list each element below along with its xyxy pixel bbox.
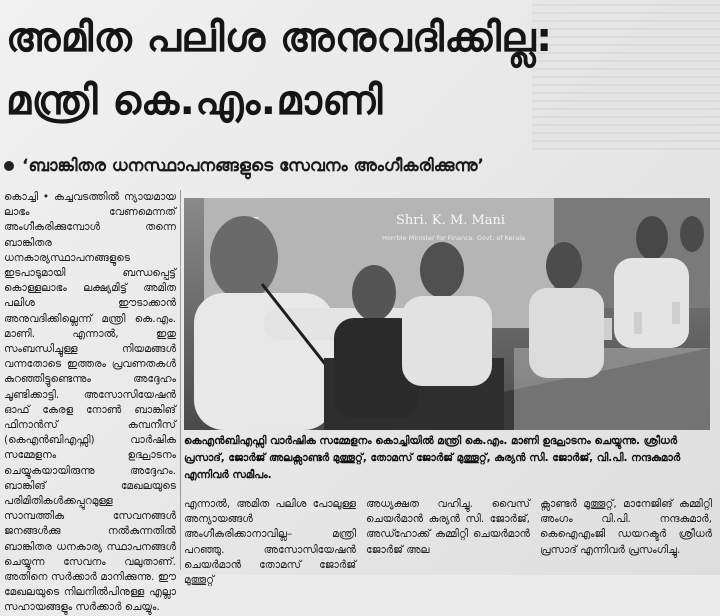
banner-title-text: Hon'ble Minister for Finance, Govt. of Kerala <box>382 234 526 242</box>
bullet-icon <box>4 161 14 171</box>
headline-line-2: മന്ത്രി കെ.എം.മാണി <box>6 78 383 124</box>
photo-caption: കെഎൻബിഎഫ്സി വാർഷിക സമ്മേളനം കൊച്ചിയിൽ മന്ത്രി കെ.എം. മാണി ഉദ്ഘാടനം ചെയ്യുന്നു. ശ്രീധർ പ്രസാദ്, ജോർജ് അലക്സാണ്ടർ മുത്തൂറ്റ്, തോമസ് ജോർജ് മുത്തൂറ്റ്, കുര്യൻ സി. ജോർജ്, വി.പി. നന്ദകുമാർ എന്നിവർ സമീപം. <box>184 435 681 481</box>
article-column-1: കൊച്ചി • കച്ചവടത്തിൽ ന്യായമായ ലാഭം വേണമെന്നത് അംഗീകരിക്കുമ്പോൾ തന്നെ ബാങ്കിതര ധനകാര്യസ്ഥാപനങ്ങളുടെ ഇടപാടുമായി ബന്ധപ്പെട്ട് കൊള്ളലാഭം ലക്ഷ്യമിട്ട് അമിത പലിശ ഈടാക്കാൻ അനുവദിക്കില്ലെന്ന് മന്ത്രി കെ.എം. മാണി. എന്നാൽ, ഇതു സംബന്ധിച്ചുള്ള നിയമങ്ങൾ വന്നതോടെ ഇത്തരം പ്രവണതകൾ കുറഞ്ഞിട്ടുണ്ടെന്നും അദ്ദേഹം ചൂണ്ടിക്കാട്ടി. അസോസിയേഷൻ ഓഫ് കേരള നോൺ ബാങ്കിങ് ഫിനാൻസ് കമ്പനീസ് (കെഎൻബിഎഫ്സി) വാർഷിക സമ്മേളനം ഉദ്ഘാടനം ചെയ്യുകയായിരുന്നു അദ്ദേഹം. ബാങ്കിങ് മേഖലയുടെ പരിമിതികൾക്കപ്പുറമുള്ള സാമ്പത്തിക സേവനങ്ങൾ ജനങ്ങൾക്കു നൽകുന്നതിൽ ബാങ്കിതര ധനകാര്യ സ്ഥാപനങ്ങൾ ചെയ്യുന്ന സേവനം വലുതാണ്. അതിനെ സർക്കാർ മാനിക്കുന്നു. ഈ മേഖലയുടെ നിലനിൽപിനുള്ള എല്ലാ സഹായങ്ങളും സർക്കാർ ചെയ്യും. <box>4 191 176 614</box>
subheadline <box>4 148 716 184</box>
headline-line-1: അമിത പലിശ അനുവദിക്കില്ല: <box>6 15 553 61</box>
article-column-2: എന്നാൽ, അമിത പലിശ പോലുള്ള അന്യായങ്ങൾ അംഗീകരിക്കാനാവില്ല– മന്ത്രി പറഞ്ഞു. അസോസിയേഷൻ ചെയർമാൻ തോമസ് ജോർജ് മുത്തൂറ്റ് <box>184 498 356 587</box>
banner-name-text: Shri. K. M. Mani <box>396 213 506 228</box>
article-column-3: അധ്യക്ഷത വഹിച്ചു. വൈസ് ചെയർമാൻ കുര്യൻ സി. ജോർജ്, അഡ്ഹോക്ക് കമ്മിറ്റി ചെയർമാൻ ജോർജ് അല <box>366 498 530 556</box>
article-column-4: ക്സാണ്ടർ മുത്തൂറ്റ്, മാനേജിങ് കമ്മിറ്റി അംഗം വി.പി. നന്ദകുമാർ, കെഐഎംജി ഡയറക്ടർ ശ്രീധർ പ്രസാദ് എന്നിവർ പ്രസംഗിച്ചു. <box>540 498 712 556</box>
subheadline-text: ‘ബാങ്കിതര ധനസ്ഥാപനങ്ങളുടെ സേവനം അംഗീകരിക്കുന്നു’ <box>22 156 484 176</box>
column-divider <box>180 190 181 570</box>
news-photo <box>184 198 710 430</box>
